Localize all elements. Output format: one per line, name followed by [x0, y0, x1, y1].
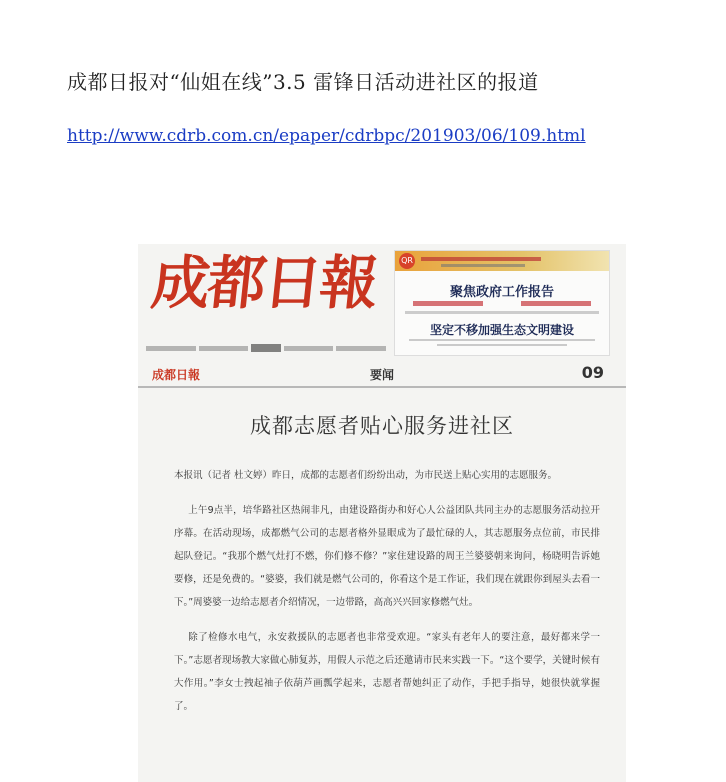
section-name: 要闻 — [369, 368, 394, 382]
page-number: 09 — [581, 363, 604, 382]
headline-box-banner — [395, 251, 609, 271]
masthead-title: 成都日報 — [148, 249, 380, 317]
newspaper-scan — [138, 244, 626, 782]
report-caption: 成都日报对“仙姐在线”3.5 雷锋日活动进社区的报道 — [67, 70, 539, 94]
article-paragraph: 除了检修水电气，永安救援队的志愿者也非常受欢迎。“家头有老年人的要注意，最好都来学一下。”志愿者现场教大家做心肺复苏，用假人示范之后还邀请市民来实践一下。“这个要学，关键时候有大作用。”李女士拽起袖子依葫芦画瓢学起来，志愿者帮她纠正了动作，手把手指导，她很快就掌握了。 — [174, 632, 600, 712]
article-body — [174, 464, 600, 730]
headline-box — [394, 250, 610, 356]
headline-box-title: 聚焦政府工作报告 — [449, 285, 554, 300]
section-bar — [138, 362, 626, 388]
section-logo: 成都日報 — [152, 368, 201, 382]
headline-box-subtitle: 坚定不移加强生态文明建设 — [429, 323, 574, 337]
newspaper-masthead — [146, 250, 386, 358]
article-paragraph: 上午9点半，培华路社区热闹非凡，由建设路街办和好心人公益团队共同主办的志愿服务活动拉开序幕。在活动现场，成都燃气公司的志愿者格外显眼成为了最忙碌的人，其志愿服务点位前，市民排起队登记。“我那个燃气灶打不燃，你们修不修？”家住建设路的周王兰婆婆朝来询问，杨晓明告诉她要修，还是免费的。“婆婆，我们就是燃气公司的，你看这个是工作证，我们现在就跟你到屋头去看一下。”周婆婆一边给志愿者介绍情况，一边带路，高高兴兴回家修燃气灶。 — [174, 505, 600, 608]
article-paragraph: 本报讯（记者 杜文婷）昨日，成都的志愿者们纷纷出动，为市民送上贴心实用的志愿服务。 — [174, 470, 558, 481]
epaper-link[interactable]: http://www.cdrb.com.cn/epaper/cdrbpc/201903/06/109.html — [67, 126, 586, 146]
article-title: 成都志愿者贴心服务进社区 — [250, 414, 514, 438]
masthead-info-strip — [146, 342, 386, 354]
event-logo-icon: QR — [399, 253, 415, 269]
